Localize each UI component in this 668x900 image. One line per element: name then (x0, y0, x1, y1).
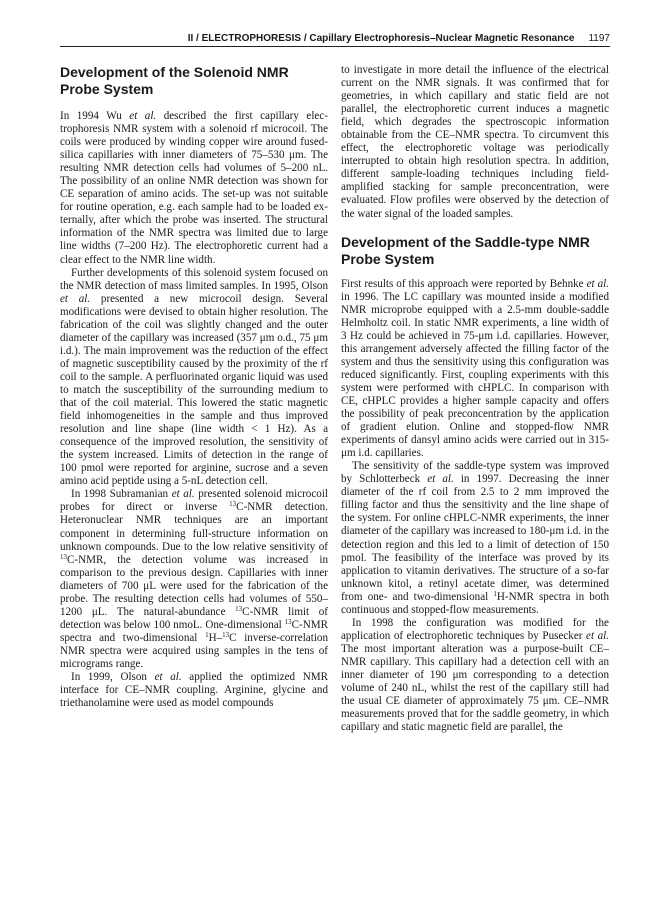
paragraph: In 1994 Wu et al. described the first capillary electrophoresis NMR system with a solenoid rf microcoil. The coils were produced by winding copper wire around fused-silica capillaries with inner diameters of 75–530 μm. The resulting NMR detection cells had volumes of 5–200 nL. The possibility of an online NMR detection was shown for CE separation of amino acids. The set-up was not suitable for routine operation, e.g. each sample had to be loaded externally, after which the probe was inserted. The structural information of the NMR spectra was limited due to large line widths (7–200 Hz). The electrophoretic current had a clear effect to the NMR line width. (60, 110, 328, 266)
page-number: 1197 (588, 32, 610, 44)
paragraph: The sensitivity of the saddle-type system was improved by Schlotterbeck et al. in 1997. Decreasing the inner diameter of the rf coil from 2.5 to 2 mm improved the filling factor and thus the sensitivity and the line shape of the system. For online cHPLC-NMR experiments, the inner diameter of the capillary was increased to 180-μm i.d. in the detection region and this led to a limit of detection of 150 pmol. The feasibility of the interface was proved by its application to vitamin derivatives. The structure of a so-far unknown kitol, a retinyl acetate dimer, was determined from one- and two-dimensional $^1$H-NMR spectra in both continuous and stopped-flow measurements. (341, 460, 610, 616)
paragraph: First results of this approach were reported by Behnke et al. in 1996. The LC capillary was mounted inside a modified NMR microprobe equipped with a 2.5-mm double-saddle Helmholtz coil. In static NMR experiments, a line width of 3 Hz could be achieved in 75-μm i.d. capillaries. However, this arrangement adversely affected the filling factor of the system and thus the sensitivity using this configuration was reduced significantly. First, coupling experiments with this system were performed with cHPLC. In comparison with CE, cHPLC provides a higher sample capacity and offers the possibility of peak preconcentration by the application of gradient elution. Online and stopped-flow NMR experiments of dansyl amino acids were carried out in 315-μm i.d. capillaries. (341, 277, 609, 460)
running-header (60, 30, 610, 47)
paragraph: Further developments of this solenoid system focused on the NMR detection of mass limited samples. In 1995, Olson et al. presented a new microcoil design. Several modifications were devised to obtain higher resolution. The fabrication of the coil was slightly changed and the outer diameter of the capillary was increased (357 μm o.d., 75 μm i.d.). The main improvement was the reduction of the effect of magnetic susceptibility caused by the proximity of the rf coil to the sample. A perfluorinated organic liquid was used to match the susceptibility of the surrounding medium to that of the coil material. This lowered the static magnetic field inhomogeneities in the sample and thus improved resolution and line shape (line width < 1 Hz). As a consequence of the improved resolution, the sensitivity of the system increased. Limits of detection in the range of 100 pmol were reported for arginine, sucrose and a seven amino acid peptide using a 5-nL detection cell. (60, 266, 328, 488)
right-column (341, 64, 609, 734)
running-title: II / ELECTROPHORESIS / Capillary Electrophoresis–Nuclear Magnetic Resonance (187, 32, 575, 44)
paragraph-continuation: to investigate in more detail the influence of the electrical current on the NMR signals. It was confirmed that for geometries, in which capillary and static field are not parallel, the electrophoretic current induces a magnetic field, which degrades the spectroscopic information obtainable from the CE–NMR spectra. To circumvent this effect, the electrophoretic voltage was periodically interrupted to obtain high resolution spectra. In addition, different sample-loading techniques including field-amplified stacking for sample preconcentration, were evaluated. Flow profiles were observed by the detection of the water signal of the loaded samples. (341, 64, 609, 220)
section-heading-saddle: Development of the Saddle-type NMR Probe System (341, 233, 590, 267)
left-column (60, 64, 328, 710)
paragraph: In 1998 Subramanian et al. presented solenoid microcoil probes for direct or inverse $^{13}$C-NMR detection. Heteronuclear NMR techniques are an important component in determining full-structure information on unknown compounds. Due to the low relative sensitivity of $^{13}$C-NMR, the detection volume was increased in comparison to the previous design. Capillaries with inner diameters of 700 μL were used for the fabrication of the probe. The resulting detection cells had volumes of 550–1200 μL. The natural-abundance $^{13}$C-NMR limit of detection was below 100 nmoL. One-dimensional $^{13}$C-NMR spectra and two-dimensional $^1$H–$^{13}$C inverse-correlation NMR spectra were acquired using samples in the tens of micrograms range. (60, 488, 328, 670)
paragraph: In 1999, Olson et al. applied the optimized NMR interface for CE–NMR coupling. Arginine, glycine and triethanolamine were used as model compounds (60, 671, 328, 710)
section-heading-solenoid: Development of the Solenoid NMR Probe System (60, 64, 289, 97)
paragraph: In 1998 the configuration was modified for the application of electrophoretic techniques by Pusecker et al. The most important alteration was a purpose-built CE–NMR capillary. This capillary had a detection cell with an inner diameter of 190 μm corresponding to a detection volume of 240 nL, whilst the rest of the capillary still had the usual CE diameter of approximately 75 μm. CE–NMR measurements proved that for the saddle geometry, in which capillary and static magnetic field are parallel, the (341, 616, 610, 734)
